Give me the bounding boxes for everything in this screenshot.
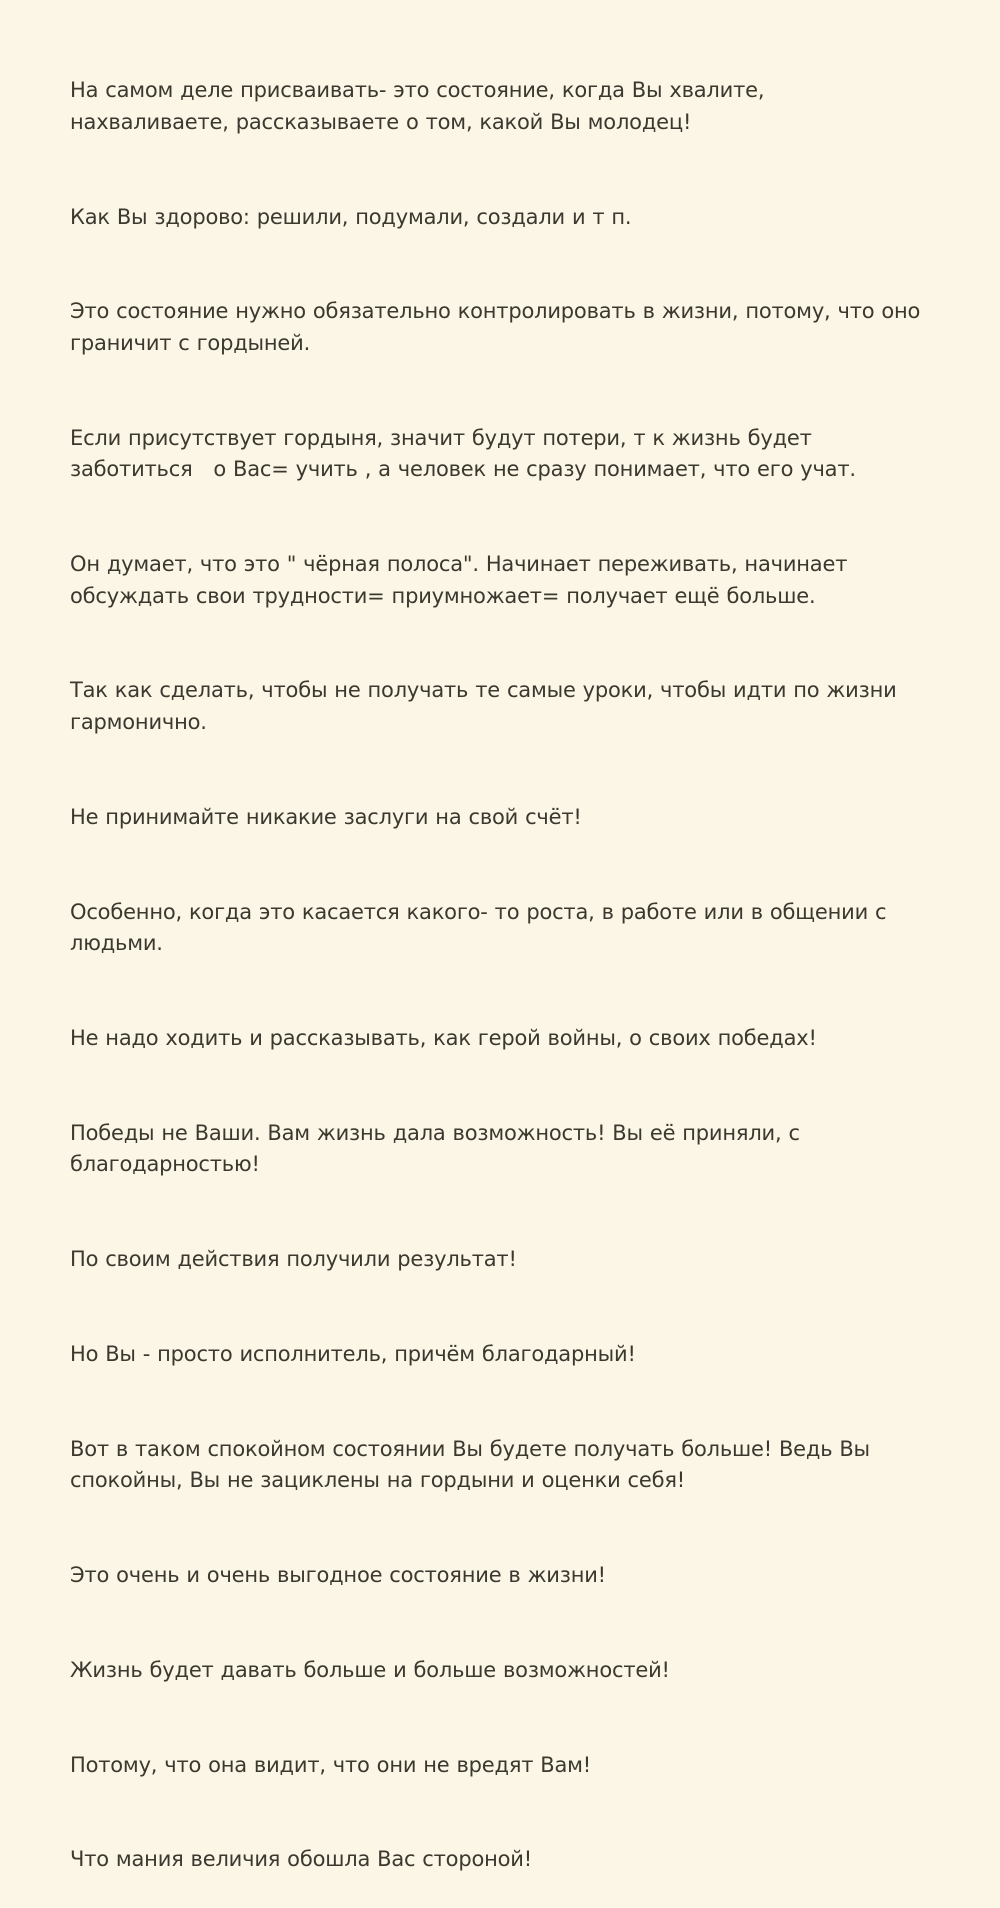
note-paragraph: Победы не Ваши. Вам жизнь дала возможность! Вы её приняли, с благодарностью!	[70, 1120, 807, 1177]
note-paragraph: На самом деле присваивать- это состояние, когда Вы хвалите, нахваливаете, рассказываете о том, какой Вы молодец!	[70, 78, 772, 134]
note-paragraph: Это состояние нужно обязательно контролировать в жизни, потому, что оно граничит с гордыней.	[70, 299, 928, 355]
note-paragraph: Особенно, когда это касается какого- то роста, в работе или в общении с людьми.	[70, 899, 894, 956]
note-paragraph: Если присутствует гордыня, значит будут потери, т к жизнь будет заботиться о Вас= учить , а человек не сразу понимает, что его учат.	[70, 425, 856, 482]
note-paragraph: Он думает, что это " чёрная полоса". Начинает переживать, начинает обсуждать свои трудности= приумножает= получает ещё больше.	[70, 552, 855, 608]
note-paragraph: Потому, что она видит, что они не вредят Вам!	[70, 1752, 592, 1777]
note-paragraph: По своим действия получили результат!	[70, 1247, 517, 1272]
note-paragraph: Что мания величия обошла Вас стороной!	[70, 1847, 532, 1872]
note-paragraph: Это очень и очень выгодное состояние в жизни!	[70, 1563, 606, 1588]
note-body[interactable]	[70, 12, 930, 1908]
note-paragraph: Не принимайте никакие заслуги на свой счёт!	[70, 804, 582, 829]
note-paragraph: Жизнь будет давать больше и больше возможностей!	[70, 1657, 670, 1682]
note-paragraph: Не надо ходить и рассказывать, как герой войны, о своих победах!	[70, 1026, 817, 1050]
note-paragraph: Но Вы - просто исполнитель, причём благодарный!	[70, 1341, 636, 1366]
note-paragraph: Так как сделать, чтобы не получать те самые уроки, чтобы идти по жизни гармонично.	[70, 678, 904, 735]
note-paragraph: Как Вы здорово: решили, подумали, создали и т п.	[70, 204, 632, 229]
note-paragraph: Вот в таком спокойном состоянии Вы будете получать больше! Ведь Вы спокойны, Вы не зациклены на гордыни и оценки себя!	[70, 1436, 877, 1493]
